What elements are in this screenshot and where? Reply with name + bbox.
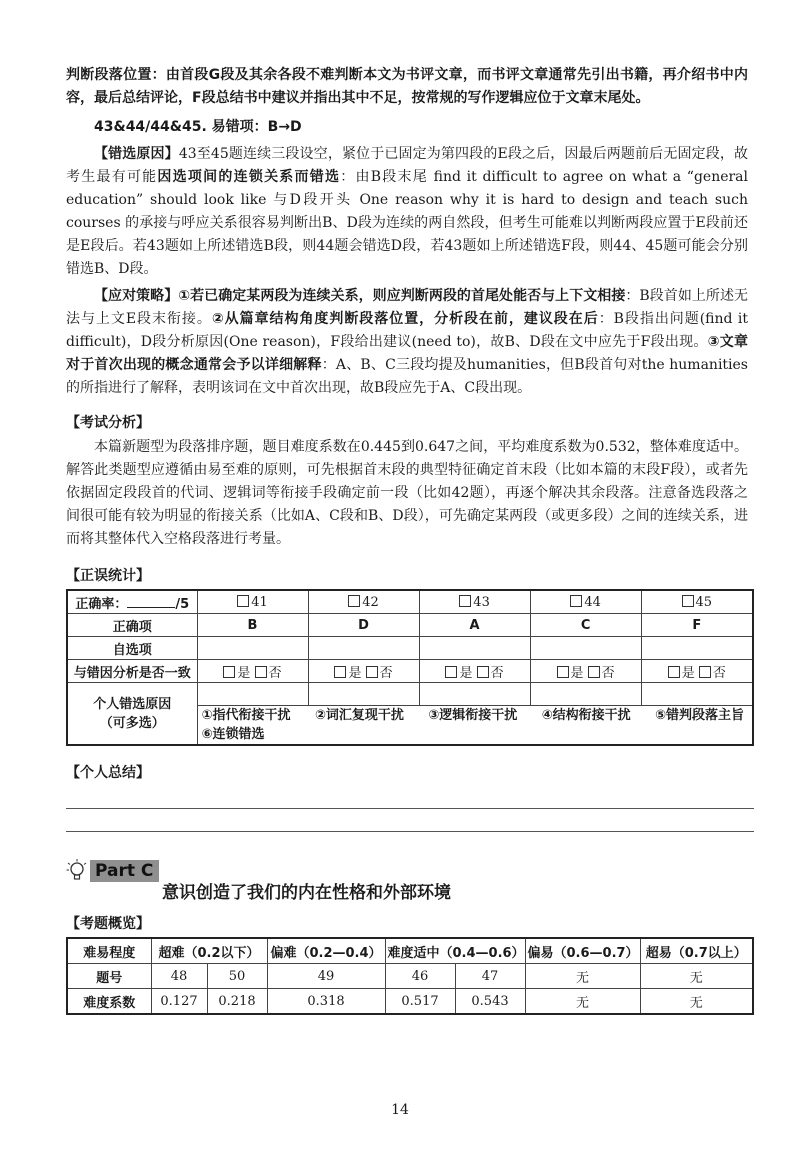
correct-answer: A: [419, 614, 530, 637]
lightbulb-icon: [66, 858, 88, 884]
table-cell: 无: [640, 964, 753, 989]
row-header: 难度系数: [67, 989, 151, 1015]
table-row: [67, 683, 753, 706]
question-44[interactable]: 44: [530, 590, 641, 614]
stats-table: [66, 589, 754, 746]
question-41[interactable]: 41: [197, 590, 308, 614]
yes-no-cell: 是 否: [197, 660, 308, 683]
summary-heading: 【个人总结】: [66, 765, 150, 781]
strategy-paragraph: 【应对策略】①若已确定某两段为连续关系，则应判断两段的首尾处能否与上下文相接：B段首如上所述无法与上文E段末衔接。②从篇章结构角度判断段落位置，分析段在前，建议段在后：B段指出问题(find it difficult)，D段分析原因(One reason)，F段给出建议(need to)，故B、D段在文中应先于F段出现。③文章对于首次出现的概念通常会予以详细解释：A、B、C三段均提及humanities，但B段首句对the humanities的所指进行了解释，表明该词在文中首次出现，故B段应先于A、C段出现。: [66, 288, 748, 396]
self-choice-label: 自选项: [67, 637, 197, 660]
table-cell: 0.318: [267, 989, 385, 1015]
checkbox[interactable]: [348, 595, 360, 607]
accuracy-cell: 正确率： /5: [67, 590, 197, 614]
table-row: [67, 637, 753, 660]
reason-option[interactable]: ⑥连锁错选: [201, 727, 265, 742]
yes-checkbox[interactable]: [223, 666, 235, 678]
question-45[interactable]: 45: [641, 590, 753, 614]
yes-no-cell: 是 否: [641, 660, 753, 683]
summary-line[interactable]: [66, 809, 754, 832]
self-choice-cell[interactable]: [308, 637, 419, 660]
page-number: 14: [391, 1102, 409, 1118]
exam-analysis-heading: 【考试分析】: [66, 415, 150, 431]
table-cell: 0.543: [455, 989, 525, 1015]
table-row: [67, 989, 753, 1015]
reason-option[interactable]: ③逻辑衔接干扰: [428, 708, 518, 723]
yes-no-cell: 是 否: [530, 660, 641, 683]
overview-heading: 【考题概览】: [66, 916, 150, 932]
question-43[interactable]: 43: [419, 590, 530, 614]
self-choice-cell[interactable]: [641, 637, 753, 660]
yes-checkbox[interactable]: [334, 666, 346, 678]
yes-checkbox[interactable]: [557, 666, 569, 678]
col-header: 难度适中（0.4—0.6）: [385, 938, 525, 964]
table-cell: 49: [267, 964, 385, 989]
summary-line[interactable]: [66, 786, 754, 809]
yes-checkbox[interactable]: [668, 666, 680, 678]
yes-checkbox[interactable]: [445, 666, 457, 678]
table-cell: 48: [151, 964, 207, 989]
no-checkbox[interactable]: [366, 666, 378, 678]
table-cell: 50: [207, 964, 267, 989]
table-cell: 无: [640, 989, 753, 1015]
correct-answer: B: [197, 614, 308, 637]
correct-label: 正确项: [67, 614, 197, 637]
table-cell: 无: [525, 989, 640, 1015]
col-header: 难易程度: [67, 938, 151, 964]
reason-input-cell[interactable]: [308, 683, 419, 706]
reason-input-cell[interactable]: [197, 683, 308, 706]
row-header: 题号: [67, 964, 151, 989]
table-cell: 47: [455, 964, 525, 989]
stats-heading: 【正误统计】: [66, 568, 150, 584]
no-checkbox[interactable]: [699, 666, 711, 678]
table-cell: 0.517: [385, 989, 455, 1015]
table-row: [67, 660, 753, 683]
reason-option[interactable]: ②词汇复现干扰: [314, 708, 404, 723]
checkbox[interactable]: [459, 595, 471, 607]
self-choice-cell[interactable]: [530, 637, 641, 660]
reason-option[interactable]: ④结构衔接干扰: [541, 708, 631, 723]
yes-no-cell: 是 否: [308, 660, 419, 683]
checkbox[interactable]: [237, 595, 249, 607]
reason-option[interactable]: ⑤错判段落主旨: [654, 708, 744, 723]
overview-table: [66, 937, 754, 1015]
correct-answer: C: [530, 614, 641, 637]
para-position-judgment: 判断段落位置：由首段G段及其余各段不难判断本文为书评文章，而书评文章通常先引出书籍，再介绍书中内容，最后总结评论，F段总结书中建议并指出其中不足，按常规的写作逻辑应位于文章末尾处。: [66, 67, 748, 106]
no-checkbox[interactable]: [477, 666, 489, 678]
table-row: [67, 964, 753, 989]
part-c-badge: Part C: [90, 860, 159, 882]
reason-options: [197, 706, 753, 746]
col-header: 超易（0.7以上）: [640, 938, 753, 964]
reason-input-cell[interactable]: [530, 683, 641, 706]
table-cell: 46: [385, 964, 455, 989]
self-choice-cell[interactable]: [419, 637, 530, 660]
table-cell: 0.127: [151, 989, 207, 1015]
no-checkbox[interactable]: [255, 666, 267, 678]
accuracy-blank[interactable]: [127, 595, 175, 608]
col-header: 偏难（0.2—0.4）: [267, 938, 385, 964]
correct-answer: D: [308, 614, 419, 637]
match-label: 与错因分析是否一致: [67, 660, 197, 683]
correct-answer: F: [641, 614, 753, 637]
checkbox[interactable]: [570, 595, 582, 607]
table-cell: 无: [525, 964, 640, 989]
reason-input-cell[interactable]: [419, 683, 530, 706]
question-42[interactable]: 42: [308, 590, 419, 614]
table-row: [67, 614, 753, 637]
part-c-title: 意识创造了我们的内在性格和外部环境: [162, 883, 451, 903]
col-header: 超难（0.2以下）: [151, 938, 267, 964]
no-checkbox[interactable]: [588, 666, 600, 678]
easy-wrong-heading: 43&44/44&45. 易错项：B→D: [94, 119, 302, 135]
table-row: [67, 590, 753, 614]
col-header: 偏易（0.6—0.7）: [525, 938, 640, 964]
yes-no-cell: 是 否: [419, 660, 530, 683]
checkbox[interactable]: [682, 595, 694, 607]
wrong-choice-reason: 【错选原因】43至45题连续三段设空，紧位于已固定为第四段的E段之后，因最后两题前后无固定段，故考生最有可能因选项间的连锁关系而错选：由B段末尾 find it difficult to agree on what a “general education” should look like 与D段开头 One reason why it is hard to design and teach such courses 的承接与呼应关系很容易判断出B、D段为连续的两自然段，但考生可能难以判断两段应置于E段前还是E段后。若43题如上所述错选B段，则44题会错选D段，若43题如上所述错选F段，则44、45题可能会分别错选B、D段。: [66, 146, 749, 277]
reason-label: 个人错选原因 （可多选）: [67, 683, 197, 746]
table-row: [67, 938, 753, 964]
reason-option[interactable]: ①指代衔接干扰: [201, 708, 291, 723]
exam-analysis-text: 本篇新题型为段落排序题，题目难度系数在0.445到0.647之间，平均难度系数为0.532，整体难度适中。解答此类题型应遵循由易至难的原则，可先根据首末段的典型特征确定首末段（比如本篇的末段F段），或者先依据固定段段首的代词、逻辑词等衔接手段确定前一段（比如42题），再逐个解决其余段落。注意备选段落之间很可能有较为明显的衔接关系（比如A、C段和B、D段），可先确定某两段（或更多段）之间的连续关系，进而将其整体代入空格段落进行考量。: [66, 439, 748, 547]
reason-input-cell[interactable]: [641, 683, 753, 706]
table-cell: 0.218: [207, 989, 267, 1015]
self-choice-cell[interactable]: [197, 637, 308, 660]
